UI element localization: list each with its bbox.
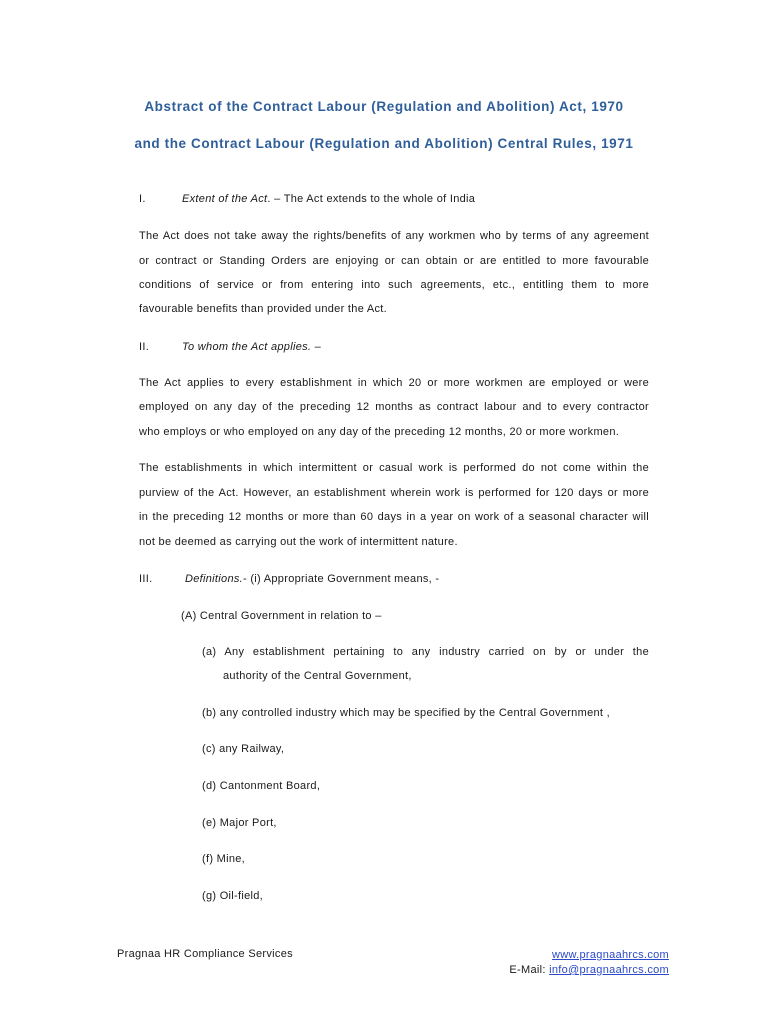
section-2-para-1-line-1: The Act applies to every establishment in which 20 or more workmen are employed or were — [139, 377, 649, 389]
section-1-number: I. — [139, 193, 146, 205]
section-1-para-line-4: favourable benefits than provided under the Act. — [139, 303, 388, 315]
section-1-text: . – The Act extends to the whole of India — [267, 193, 476, 205]
section-1-para-line-1: The Act does not take away the rights/benefits of any workmen who by terms of any agreement — [139, 230, 649, 242]
section-2-para-2-line-3: in the preceding 12 months or more than 60 days in a year on work of a seasonal character will — [139, 511, 649, 523]
item-d: (d) Cantonment Board, — [202, 780, 321, 792]
item-g: (g) Oil-field, — [202, 890, 264, 902]
section-1-para-line-2: or contract or Standing Orders are enjoying or can obtain or are entitled to more favourable — [139, 255, 649, 267]
section-2-para-2-line-1: The establishments in which intermittent or casual work is performed do not come within the — [139, 462, 649, 474]
section-3-text: - (i) Appropriate Government means, - — [243, 573, 440, 585]
document-title-line-1: Abstract of the Contract Labour (Regulation and Abolition) Act, 1970 — [144, 99, 624, 114]
item-f: (f) Mine, — [202, 853, 246, 865]
section-3-sub-a: (A) Central Government in relation to – — [181, 610, 382, 622]
item-c: (c) any Railway, — [202, 743, 285, 755]
item-e: (e) Major Port, — [202, 817, 277, 829]
section-2-para-2-line-4: not be deemed as carrying out the work of intermittent nature. — [139, 536, 458, 548]
section-3-number: III. — [139, 573, 153, 585]
footer-email-label: E-Mail: — [509, 964, 550, 976]
section-3-heading-line — [185, 572, 439, 586]
section-1-para-line-3: conditions of service or from entering into such agreements, etc., entitling them to more — [139, 279, 649, 291]
footer-company: Pragnaa HR Compliance Services — [117, 948, 293, 960]
footer-contact — [509, 948, 669, 978]
item-b: (b) any controlled industry which may be specified by the Central Government , — [202, 707, 610, 719]
section-2-para-2-line-2: purview of the Act. However, an establishment wherein work is performed for 120 days or more — [139, 487, 649, 499]
section-2-para-1-line-3: who employs or who employed on any day of the preceding 12 months, 20 or more workmen. — [139, 426, 620, 438]
section-2-para-1-line-2: employed on any day of the preceding 12 months as contract labour and to every contractor — [139, 401, 649, 413]
item-a-line-1: (a) Any establishment pertaining to any industry carried on by or under the — [202, 646, 649, 658]
footer-email-link[interactable]: info@pragnaahrcs.com — [549, 964, 669, 976]
section-3-heading: Definitions. — [185, 573, 244, 585]
footer-website-link[interactable]: www.pragnaahrcs.com — [552, 949, 669, 961]
section-2-heading-line — [182, 340, 321, 354]
section-2-number: II. — [139, 341, 150, 353]
document-title-line-2: and the Contract Labour (Regulation and Abolition) Central Rules, 1971 — [134, 136, 634, 151]
section-1-heading-line — [182, 192, 475, 206]
section-2-heading: To whom the Act applies. – — [182, 341, 322, 353]
section-1-heading: Extent of the Act — [182, 193, 268, 205]
item-a-line-2: authority of the Central Government, — [223, 670, 412, 682]
